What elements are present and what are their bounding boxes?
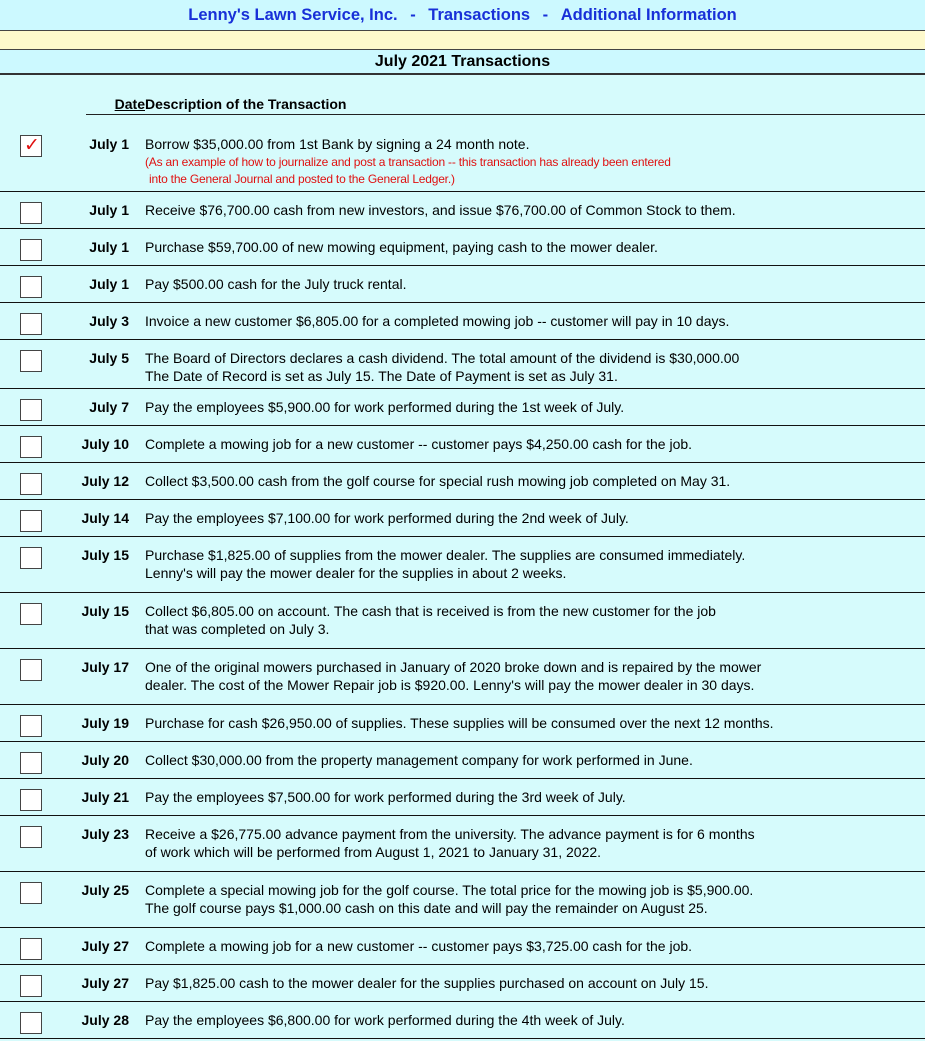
row-rule	[0, 592, 925, 593]
transaction-checkbox[interactable]	[20, 202, 42, 224]
transaction-date: July 5	[89, 350, 129, 366]
transaction-date: July 14	[81, 510, 129, 526]
description-line: The golf course pays $1,000.00 cash on this date and will pay the remainder on August 25.	[145, 899, 708, 916]
transaction-description	[145, 715, 917, 733]
transaction-row	[0, 465, 925, 502]
transaction-checkbox[interactable]	[20, 826, 42, 848]
transaction-description	[145, 1012, 917, 1030]
description-line: of work which will be performed from August 1, 2021 to January 31, 2022.	[145, 843, 602, 860]
row-rule	[0, 462, 925, 463]
transaction-row	[0, 707, 925, 744]
transaction-description	[145, 547, 917, 582]
row-rule	[0, 648, 925, 649]
row-rule	[0, 704, 925, 705]
row-rule	[0, 1038, 925, 1039]
transaction-description	[145, 473, 917, 491]
transaction-row	[0, 874, 925, 930]
row-rule	[0, 191, 925, 192]
transaction-row	[0, 502, 925, 539]
transaction-description	[145, 752, 917, 770]
description-line: One of the original mowers purchased in January of 2020 broke down and is repaired by the mower	[145, 659, 762, 675]
description-line: Collect $30,000.00 from the property management company for work performed in June.	[145, 752, 693, 768]
transaction-row	[0, 930, 925, 967]
row-rule	[0, 302, 925, 303]
description-line: Purchase $1,825.00 of supplies from the mower dealer. The supplies are consumed immediately.	[145, 547, 746, 563]
transaction-row	[0, 231, 925, 268]
transaction-checkbox[interactable]	[20, 975, 42, 997]
transaction-row	[0, 595, 925, 651]
description-line: Complete a mowing job for a new customer -- customer pays $4,250.00 cash for the job.	[145, 436, 693, 452]
header-separator: -	[542, 6, 549, 24]
transaction-row	[0, 539, 925, 595]
transaction-date: July 10	[81, 436, 129, 452]
description-line: Pay $500.00 cash for the July truck rental.	[145, 276, 407, 292]
description-line: Pay the employees $7,500.00 for work performed during the 3rd week of July.	[145, 789, 626, 805]
transaction-description	[145, 938, 917, 956]
transaction-checkbox[interactable]	[20, 938, 42, 960]
transaction-description	[145, 202, 917, 220]
additional-information-link[interactable]: Additional Information	[560, 6, 737, 24]
transaction-date: July 21	[81, 789, 129, 805]
month-title: July 2021 Transactions	[0, 50, 925, 75]
transaction-date: July 17	[81, 659, 129, 675]
transaction-checkbox[interactable]	[20, 350, 42, 372]
transaction-checkbox[interactable]	[20, 313, 42, 335]
row-rule	[0, 499, 925, 500]
description-line: that was completed on July 3.	[145, 620, 330, 637]
transaction-checkbox[interactable]	[20, 715, 42, 737]
transaction-row	[0, 194, 925, 231]
header-separator: -	[410, 6, 416, 24]
transaction-description	[145, 659, 917, 694]
transaction-description	[145, 399, 917, 417]
example-note: (As an example of how to journalize and post a transaction -- this transaction has already been entered	[145, 154, 671, 169]
transaction-date: July 27	[81, 975, 129, 991]
transaction-date: July 15	[81, 547, 129, 563]
description-line: Pay $1,825.00 cash to the mower dealer for the supplies purchased on account on July 15.	[145, 975, 709, 991]
transaction-description	[145, 276, 917, 294]
transaction-row	[0, 428, 925, 465]
header-rule	[86, 114, 925, 115]
transaction-row	[0, 342, 925, 391]
transaction-row	[0, 744, 925, 781]
row-rule	[0, 1001, 925, 1002]
transaction-checkbox[interactable]	[20, 659, 42, 681]
transaction-row	[0, 967, 925, 1004]
transaction-checkbox[interactable]	[20, 789, 42, 811]
description-line: Lenny's will pay the mower dealer for the supplies in about 2 weeks.	[145, 564, 567, 581]
transaction-date: July 1	[89, 136, 129, 152]
transaction-date: July 20	[81, 752, 129, 768]
spacer-band	[0, 31, 925, 50]
row-rule	[0, 741, 925, 742]
description-line: Collect $6,805.00 on account. The cash that is received is from the new customer for the job	[145, 603, 716, 619]
description-line: Pay the employees $5,900.00 for work performed during the 1st week of July.	[145, 399, 625, 415]
transaction-checkbox[interactable]	[20, 436, 42, 458]
row-rule	[0, 339, 925, 340]
transaction-checkbox[interactable]	[20, 1012, 42, 1034]
transaction-description	[145, 882, 917, 917]
row-rule	[0, 778, 925, 779]
transaction-date: July 25	[81, 882, 129, 898]
transaction-checkbox[interactable]	[20, 603, 42, 625]
transaction-description	[145, 350, 917, 385]
description-line: The Date of Record is set as July 15. The Date of Payment is set as July 31.	[145, 367, 618, 384]
transaction-date: July 1	[89, 276, 129, 292]
description-line: Purchase $59,700.00 of new mowing equipment, paying cash to the mower dealer.	[145, 239, 658, 255]
transaction-date: July 1	[89, 239, 129, 255]
description-line: Complete a special mowing job for the golf course. The total price for the mowing job is $5,900.00.	[145, 882, 754, 898]
row-rule	[0, 815, 925, 816]
transaction-description	[145, 975, 917, 993]
description-column-header: Description of the Transaction	[145, 96, 347, 112]
transaction-checkbox[interactable]	[20, 276, 42, 298]
description-line: Pay the employees $7,100.00 for work performed during the 2nd week of July.	[145, 510, 629, 526]
transaction-row	[0, 391, 925, 428]
transaction-checkbox[interactable]	[20, 882, 42, 904]
description-line: The Board of Directors declares a cash dividend. The total amount of the dividend is $30,000.00	[145, 350, 740, 366]
transaction-date: July 28	[81, 1012, 129, 1028]
description-line: Receive $76,700.00 cash from new investors, and issue $76,700.00 of Common Stock to them.	[145, 202, 736, 218]
description-line: Complete a mowing job for a new customer -- customer pays $3,725.00 cash for the job.	[145, 938, 693, 954]
transaction-date: July 23	[81, 826, 129, 842]
transaction-row	[0, 128, 925, 194]
row-rule	[0, 228, 925, 229]
transaction-date: July 12	[81, 473, 129, 489]
transaction-description	[145, 436, 917, 454]
transaction-date: July 7	[89, 399, 129, 415]
transaction-row	[0, 305, 925, 342]
transaction-checkbox[interactable]	[20, 473, 42, 495]
transaction-description	[145, 510, 917, 528]
row-rule	[0, 425, 925, 426]
transaction-row	[0, 818, 925, 874]
description-line: Borrow $35,000.00 from 1st Bank by signing a 24 month note.	[145, 136, 530, 152]
transaction-row	[0, 1004, 925, 1041]
transaction-checkbox[interactable]	[20, 547, 42, 569]
example-note: into the General Journal and posted to the General Ledger.)	[149, 171, 455, 186]
description-line: Purchase for cash $26,950.00 of supplies. These supplies will be consumed over the next 12 months.	[145, 715, 774, 731]
transaction-description	[145, 313, 917, 331]
transaction-checkbox[interactable]	[20, 135, 42, 157]
transaction-description	[145, 789, 917, 807]
transaction-row	[0, 268, 925, 305]
row-rule	[0, 265, 925, 266]
transaction-date: July 15	[81, 603, 129, 619]
row-rule	[0, 927, 925, 928]
description-line: Receive a $26,775.00 advance payment from the university. The advance payment is for 6 months	[145, 826, 755, 842]
description-line: Pay the employees $6,800.00 for work performed during the 4th week of July.	[145, 1012, 625, 1028]
transaction-date: July 3	[89, 313, 129, 329]
page-header	[0, 0, 925, 31]
transaction-row	[0, 651, 925, 707]
section-title: Transactions	[428, 6, 531, 24]
checkmark-icon: ✓	[24, 135, 40, 156]
transaction-checkbox[interactable]	[20, 239, 42, 261]
row-rule	[0, 964, 925, 965]
description-line: dealer. The cost of the Mower Repair job is $920.00. Lenny's will pay the mower dealer in 30 days.	[145, 676, 755, 693]
description-line: Collect $3,500.00 cash from the golf course for special rush mowing job completed on May 31.	[145, 473, 731, 489]
transaction-checkbox[interactable]	[20, 510, 42, 532]
transaction-description	[145, 239, 917, 257]
row-rule	[0, 871, 925, 872]
date-column-header: Date	[114, 96, 145, 112]
transaction-description	[145, 603, 917, 638]
row-rule	[0, 536, 925, 537]
transaction-date: July 19	[81, 715, 129, 731]
transaction-checkbox[interactable]	[20, 399, 42, 421]
transaction-date: July 27	[81, 938, 129, 954]
row-rule	[0, 388, 925, 389]
company-name: Lenny's Lawn Service, Inc.	[188, 6, 398, 24]
transaction-checkbox[interactable]	[20, 752, 42, 774]
transaction-description	[145, 826, 917, 861]
transaction-row	[0, 781, 925, 818]
transaction-date: July 1	[89, 202, 129, 218]
description-line: Invoice a new customer $6,805.00 for a completed mowing job -- customer will pay in 10 days.	[145, 313, 730, 329]
transaction-description	[145, 136, 917, 188]
